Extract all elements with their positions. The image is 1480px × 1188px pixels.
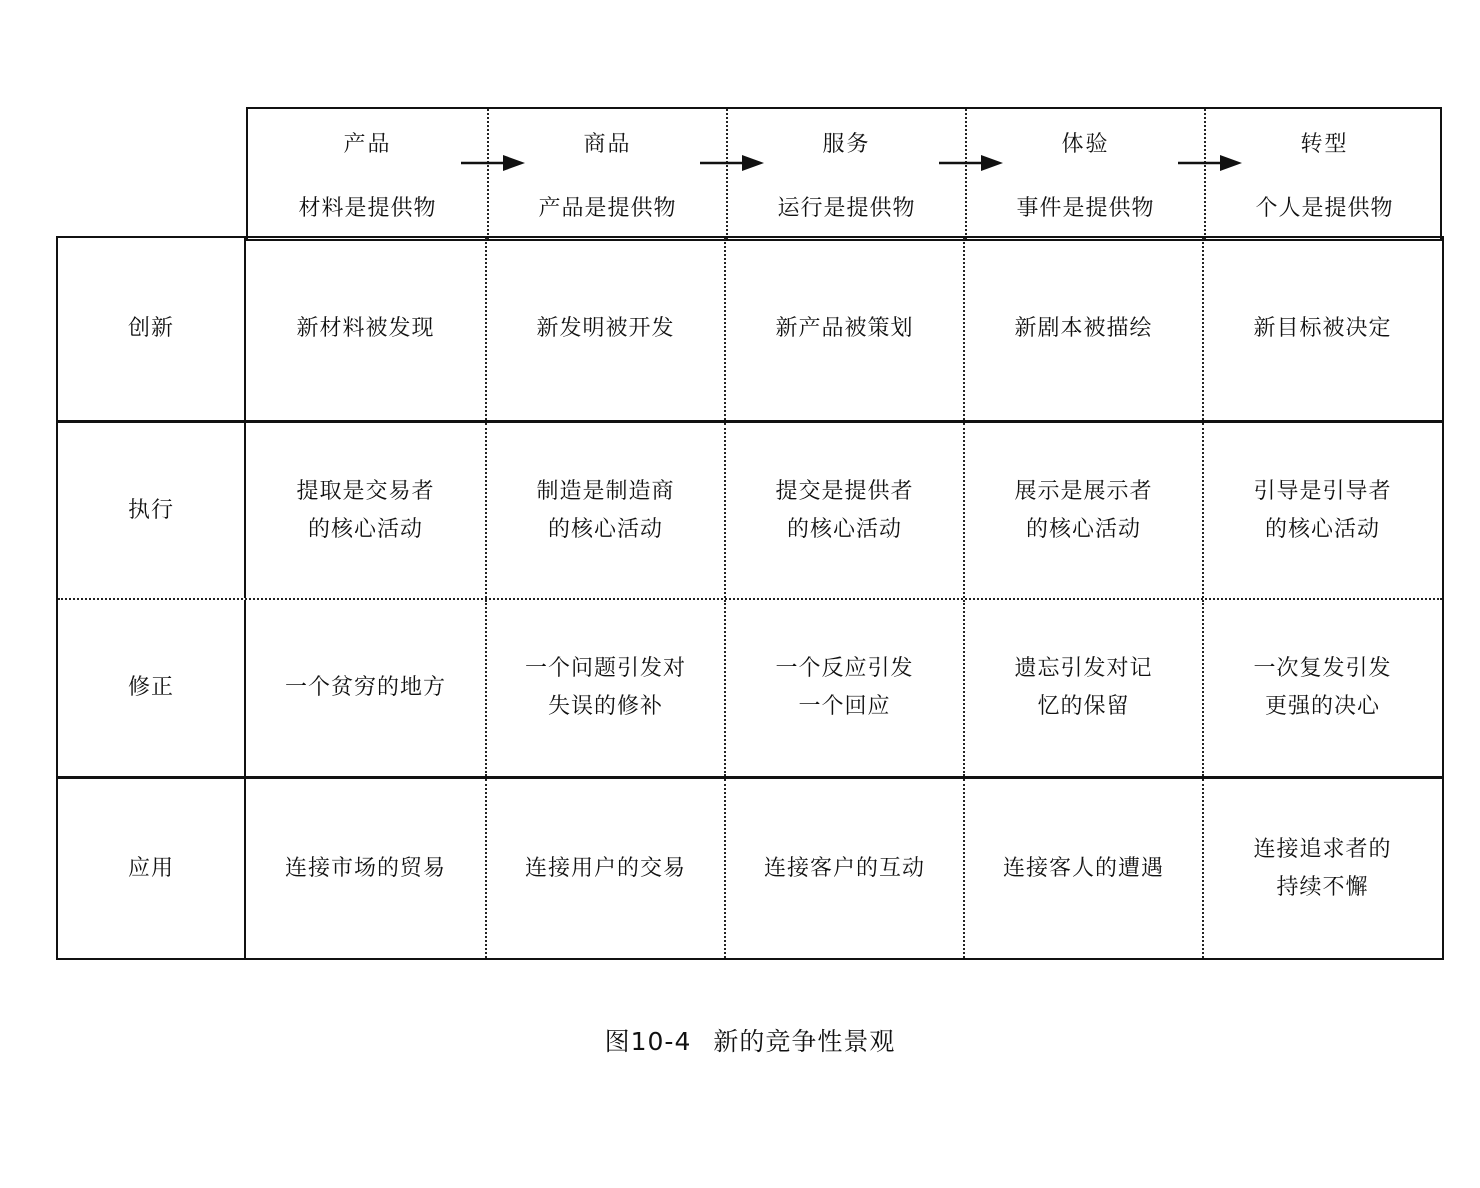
figure-caption: [0, 1022, 1480, 1058]
table-cell: 连接追求者的 持续不懈: [1202, 779, 1441, 958]
stage-name: 体验: [1061, 132, 1110, 157]
table-cell: 引导是引导者 的核心活动: [1202, 423, 1441, 598]
row-label: 修正: [58, 600, 246, 776]
stage-name: 商品: [583, 132, 632, 157]
table-cell: 制造是制造商 的核心活动: [485, 423, 724, 598]
row-label: 应用: [58, 779, 246, 958]
stage-offering: 运行是提供物: [777, 196, 916, 221]
stage-offering: 个人是提供物: [1255, 196, 1394, 221]
table-cell: 展示是展示者 的核心活动: [963, 423, 1202, 598]
table-row: [58, 776, 1442, 958]
stage-offering: 产品是提供物: [538, 196, 677, 221]
table-cell: 新发明被开发: [485, 238, 724, 420]
table-cell: 一个贫穷的地方: [284, 675, 446, 700]
stage-column: [1204, 109, 1443, 239]
table-cell: 连接客户的互动: [724, 779, 963, 958]
table-cell: 连接市场的贸易: [284, 855, 446, 881]
table-cell: 新产品被策划: [724, 238, 963, 420]
stage-offering: 事件是提供物: [1016, 196, 1155, 221]
stage-column: [965, 109, 1204, 239]
table-cell: 一个问题引发对 失误的修补: [485, 600, 724, 776]
competitive-landscape-table: [56, 236, 1444, 960]
table-row: [58, 598, 1442, 776]
stage-column: [248, 109, 487, 239]
table-cell: 一个反应引发 一个回应: [724, 600, 963, 776]
stage-name: 转型: [1300, 132, 1349, 157]
table-cell: 提交是提供者 的核心活动: [724, 423, 963, 598]
table-cell: 连接客人的遭遇: [963, 779, 1202, 958]
table-cell: 一次复发引发 更强的决心: [1202, 600, 1441, 776]
stage-column: [726, 109, 965, 239]
row-label: 创新: [58, 238, 246, 420]
table-row: [58, 238, 1442, 420]
table-row: [58, 420, 1442, 598]
table-cell: 新剧本被描绘: [963, 238, 1202, 420]
stage-name: 产品: [343, 132, 392, 157]
table-cell: 新材料被发现: [296, 316, 435, 341]
table-cell: 连接用户的交易: [485, 779, 724, 958]
stage-offering: 材料是提供物: [298, 196, 437, 221]
caption-title: 新的竞争性景观: [713, 1027, 896, 1056]
stage-header: [246, 107, 1442, 241]
table-cell: 提取是交易者 的核心活动: [296, 478, 435, 542]
row-label: 执行: [58, 423, 246, 598]
stage-name: 服务: [822, 132, 871, 157]
caption-number: 图10-4: [604, 1027, 692, 1056]
table-cell: 新目标被决定: [1202, 238, 1441, 420]
table-cell: 遗忘引发对记 忆的保留: [963, 600, 1202, 776]
stage-column: [487, 109, 726, 239]
